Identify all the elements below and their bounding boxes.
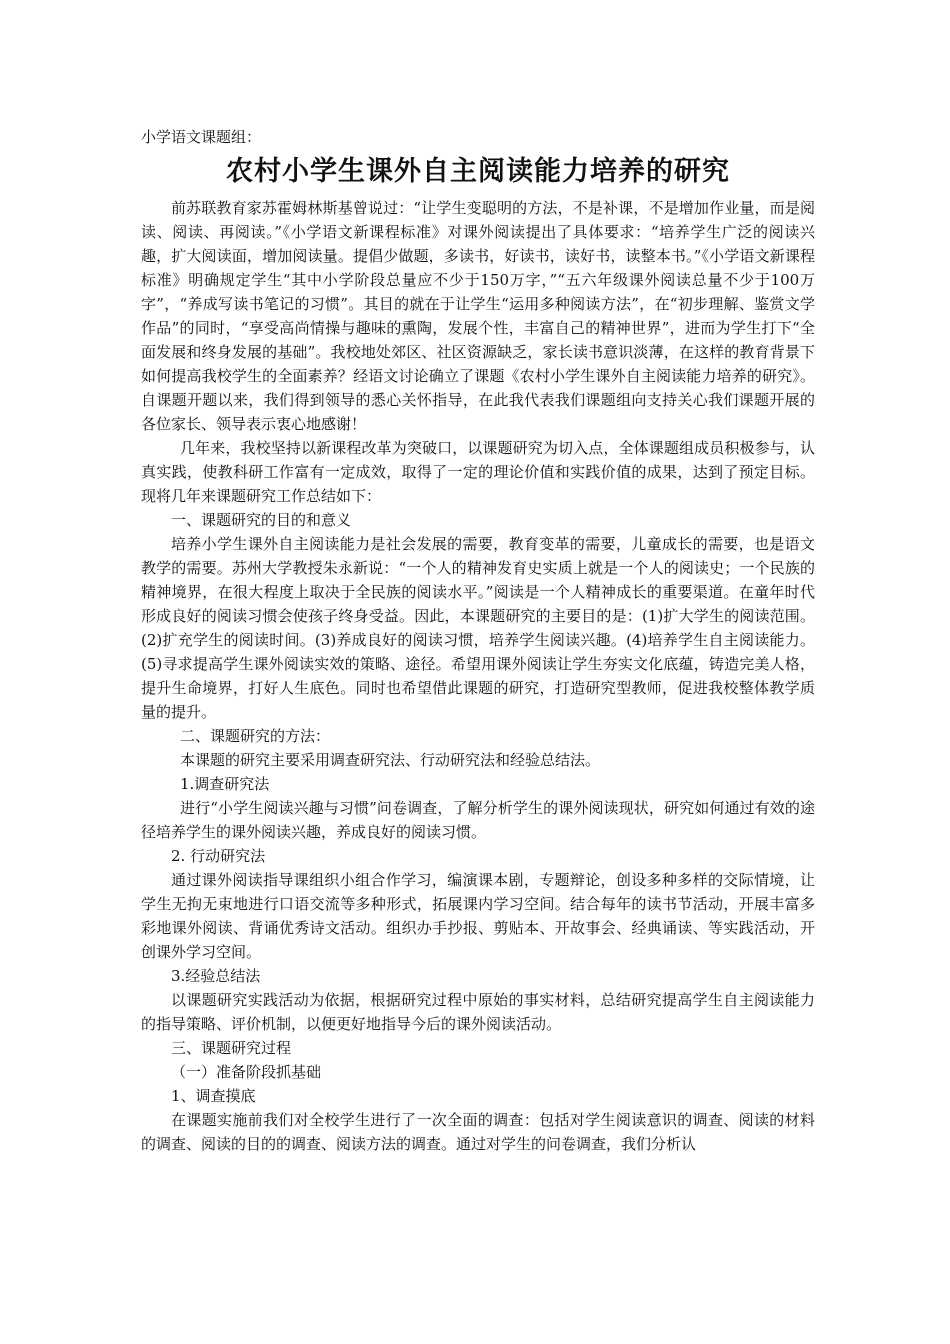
paragraph: 进行“小学生阅读兴趣与习惯”问卷调查，了解分析学生的课外阅读现状，研究如何通过有效的途径培养学生的课外阅读兴趣，养成良好的阅读习惯。 bbox=[141, 799, 815, 841]
paragraph: 培养小学生课外自主阅读能力是社会发展的需要，教育变革的需要，儿童成长的需要，也是语文教学的需要。苏州大学教授朱永新说：“一个人的精神发育史实质上就是一个人的阅读史；一个民族的精神境界，在很大程度上取决于全民族的阅读水平。”阅读是一个人精神成长的重要渠道。在童年时代形成良好的阅读习惯会使孩子终身受益。因此，本课题研究的主要目的是：(1)扩大学生的阅读范围。(2)扩充学生的阅读时间。(3)养成良好的阅读习惯，培养学生阅读兴趣。(4)培养学生自主阅读能力。(5)寻求提高学生课外阅读实效的策略、途径。希望用课外阅读让学生夯实文化底蕴，铸造完美人格，提升生命境界，打好人生底色。同时也希望借此课题的研究，打造研究型教师，促进我校整体教学质量的提升。 bbox=[141, 535, 815, 721]
section-heading: 1、调查摸底 bbox=[171, 1087, 256, 1105]
group-label: 小学语文课题组： bbox=[141, 128, 262, 146]
section-heading: 二、课题研究的方法： bbox=[180, 727, 331, 745]
paragraph: 以课题研究实践活动为依据，根据研究过程中原始的事实材料，总结研究提高学生自主阅读能力的指导策略、评价机制，以便更好地指导今后的课外阅读活动。 bbox=[141, 991, 815, 1033]
section-heading: 一、课题研究的目的和意义 bbox=[171, 511, 352, 529]
section-heading: 2. 行动研究法 bbox=[171, 847, 266, 865]
section-heading: 三、课题研究过程 bbox=[171, 1039, 292, 1057]
document-title: 农村小学生课外自主阅读能力培养的研究 bbox=[226, 156, 730, 187]
paragraph: 通过课外阅读指导课组织小组合作学习，编演课本剧，专题辩论，创设多种多样的交际情境，让学生无拘无束地进行口语交流等多种形式，拓展课内学习空间。结合每年的读书节活动，开展丰富多彩地课外阅读、背诵优秀诗文活动。组织办手抄报、剪贴本、开故事会、经典诵读、等实践活动，开创课外学习空间。 bbox=[141, 871, 815, 961]
section-heading: 1.调查研究法 bbox=[180, 775, 270, 793]
paragraph: 前苏联教育家苏霍姆林斯基曾说过：“让学生变聪明的方法，不是补课，不是增加作业量，而是阅读、阅读、再阅读。”《小学语文新课程标准》对课外阅读提出了具体要求：“培养学生广泛的阅读兴趣，扩大阅读面，增加阅读量。提倡少做题，多读书，好读书，读好书，读整本书。”《小学语文新课程标准》明确规定学生“其中小学阶段总量应不少于150万字，”“五六年级课外阅读总量不少于100万字”，“养成写读书笔记的习惯”。其目的就在于让学生“运用多种阅读方法”，在“初步理解、鉴赏文学作品”的同时，“享受高尚情操与趣味的熏陶，发展个性，丰富自己的精神世界”，进而为学生打下“全面发展和终身发展的基础”。我校地处郊区、社区资源缺乏，家长读书意识淡薄，在这样的教育背景下如何提高我校学生的全面素养？经语文讨论确立了课题《农村小学生课外自主阅读能力培养的研究》。自课题开题以来，我们得到领导的悉心关怀指导，在此我代表我们课题组向支持关心我们课题开展的各位家长、领导表示衷心地感谢！ bbox=[141, 199, 815, 433]
paragraph: 几年来，我校坚持以新课程改革为突破口，以课题研究为切入点，全体课题组成员积极参与，认真实践，使教科研工作富有一定成效，取得了一定的理论价值和实践价值的成果，达到了预定目标。现将几年来课题研究工作总结如下： bbox=[141, 439, 815, 505]
paragraph: 在课题实施前我们对全校学生进行了一次全面的调查：包括对学生阅读意识的调查、阅读的材料的调查、阅读的目的的调查、阅读方法的调查。通过对学生的问卷调查，我们分析认 bbox=[141, 1111, 815, 1153]
document-text bbox=[141, 196, 815, 1156]
section-heading: 3.经验总结法 bbox=[171, 967, 261, 985]
section-heading: （一）准备阶段抓基础 bbox=[171, 1063, 322, 1081]
document-body bbox=[141, 127, 815, 1156]
section-heading: 本课题的研究主要采用调查研究法、行动研究法和经验总结法。 bbox=[180, 751, 601, 769]
